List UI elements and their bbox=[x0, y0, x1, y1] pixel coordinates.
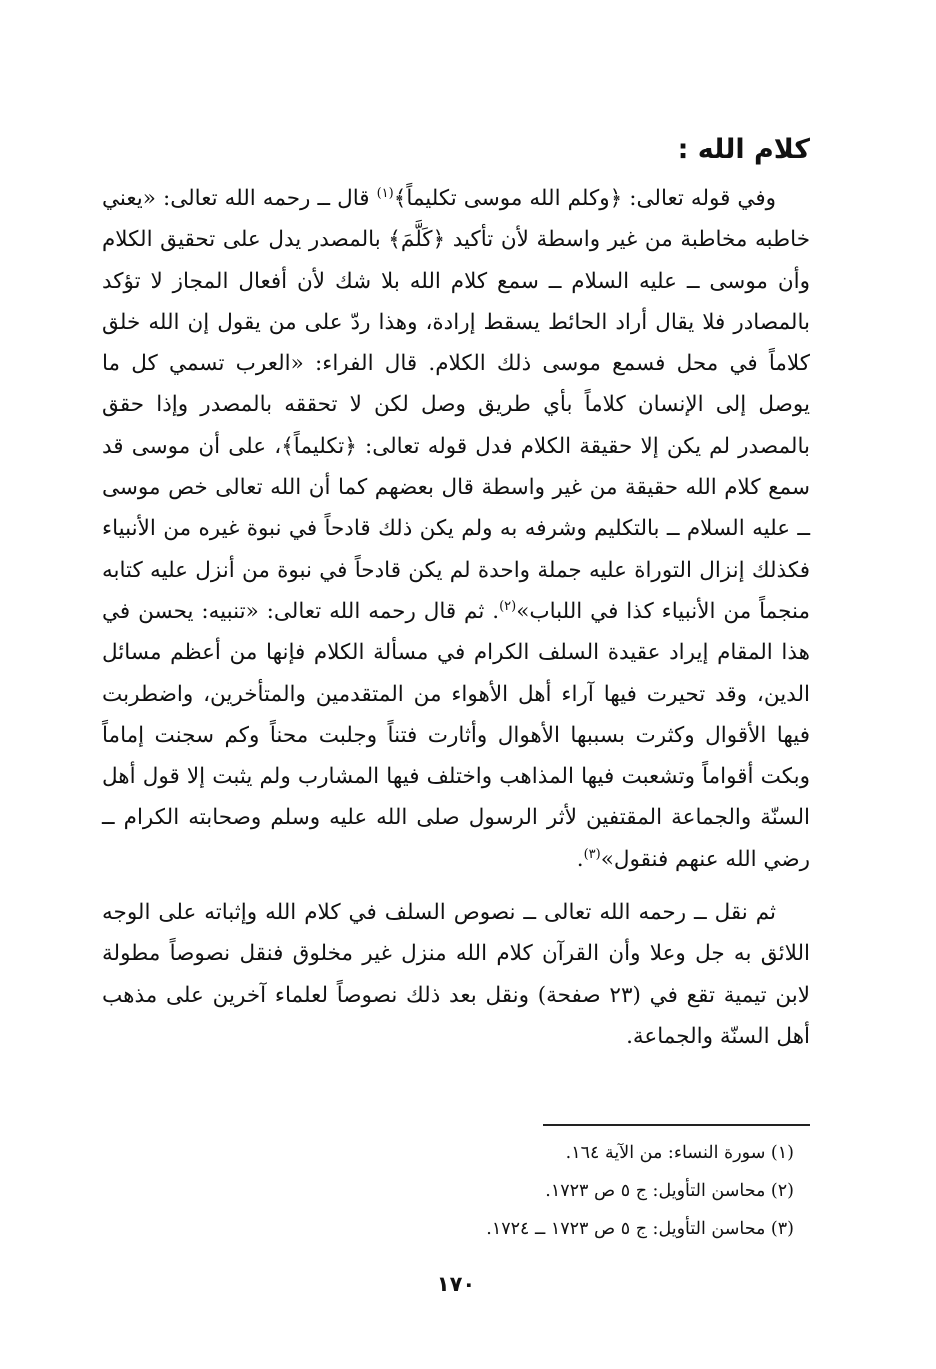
footnote-3: (٣) محاسن التأويل: ج ٥ ص ١٧٢٣ ــ ١٧٢٤. bbox=[486, 1219, 794, 1239]
footnote-2: (٢) محاسن التأويل: ج ٥ ص ١٧٢٣. bbox=[545, 1181, 794, 1201]
paragraph-text: . bbox=[576, 846, 584, 872]
page-number: ١٧٠ bbox=[436, 1272, 476, 1296]
body-paragraph-1 bbox=[102, 178, 810, 880]
section-heading: كلام الله : bbox=[677, 134, 810, 165]
footnote-ref-1: (١) bbox=[376, 185, 394, 201]
paragraph-text: وفي قوله تعالى: ﴿وكلم الله موسى تكليماً﴾ bbox=[393, 186, 776, 211]
paragraph-text: . ثم قال رحمه الله تعالى: «تنبيه: يحسن في هذا المقام إيراد عقيدة السلف الكرام في مسألة الكلام فإنها من أعظم مسائل الدين، وقد تحيرت فيها آراء أهل الأهواء من المتقدمين والمتأخرين، واضطربت فيها الأقوال وكثرت بسببها الأهوال وأثارت فتناً وجلبت محناً وكم سجنت إماماً وبكت أقواماً وتشعبت فيها المذاهب واختلف فيها المشارب ولم يثبت إلا قول أهل السنّة والجماعة المقتفين لأثر الرسول صلى الله عليه وسلم وصحابته الكرام ــ رضي الله عنهم فنقول» bbox=[102, 598, 810, 872]
footnote-ref-2: (٢) bbox=[499, 598, 517, 614]
footnotes bbox=[114, 1134, 794, 1248]
book-page bbox=[102, 130, 810, 1330]
body-paragraph-2: ثم نقل ــ رحمه الله تعالى ــ نصوص السلف في كلام الله وإثباته على الوجه اللائق به جل وعلا وأن القرآن كلام الله منزل غير مخلوق فنقل نصوصاً مطولة لابن تيمية تقع في (٢٣ صفحة) ونقل بعد ذلك نصوصاً لعلماء آخرين على مذهب أهل السنّة والجماعة. bbox=[102, 900, 810, 1049]
footnote-ref-3: (٣) bbox=[583, 846, 601, 862]
footnote-1: (١) سورة النساء: من الآية ١٦٤. bbox=[565, 1143, 794, 1163]
paragraph-text: قال ــ رحمه الله تعالى: «يعني خاطبه مخاطبة من غير واسطة لأن تأكيد ﴿كَلَّمَ﴾ بالمصدر يدل على تحقيق الكلام وأن موسى ــ عليه السلام ــ سمع كلام الله بلا شك لأن أفعال المجاز لا تؤكد بالمصادر فلا يقال أراد الحائط يسقط إرادة، وهذا ردّ على من يقول إن الله خلق كلاماً في محل فسمع موسى ذلك الكلام. قال الفراء: «العرب تسمي كل ما يوصل إلى الإنسان كلاماً بأي طريق وصل لكن لا تحققه بالمصدر وإذا حقق بالمصدر لم يكن إلا حقيقة الكلام فدل قوله تعالى: ﴿تكليماً﴾، على أن موسى قد سمع كلام الله حقيقة من غير واسطة قال بعضهم كما أن الله تعالى خص موسى ــ عليه السلام ــ بالتكليم وشرفه به ولم يكن ذلك قادحاً في نبوة غيره من الأنبياء فكذلك إنزال التوراة عليه جملة واحدة لم يكن قادحاً في نبوة من أنزل عليه كتابه منجماً من الأنبياء كذا في اللباب» bbox=[102, 186, 810, 624]
footnote-divider bbox=[543, 1124, 810, 1126]
